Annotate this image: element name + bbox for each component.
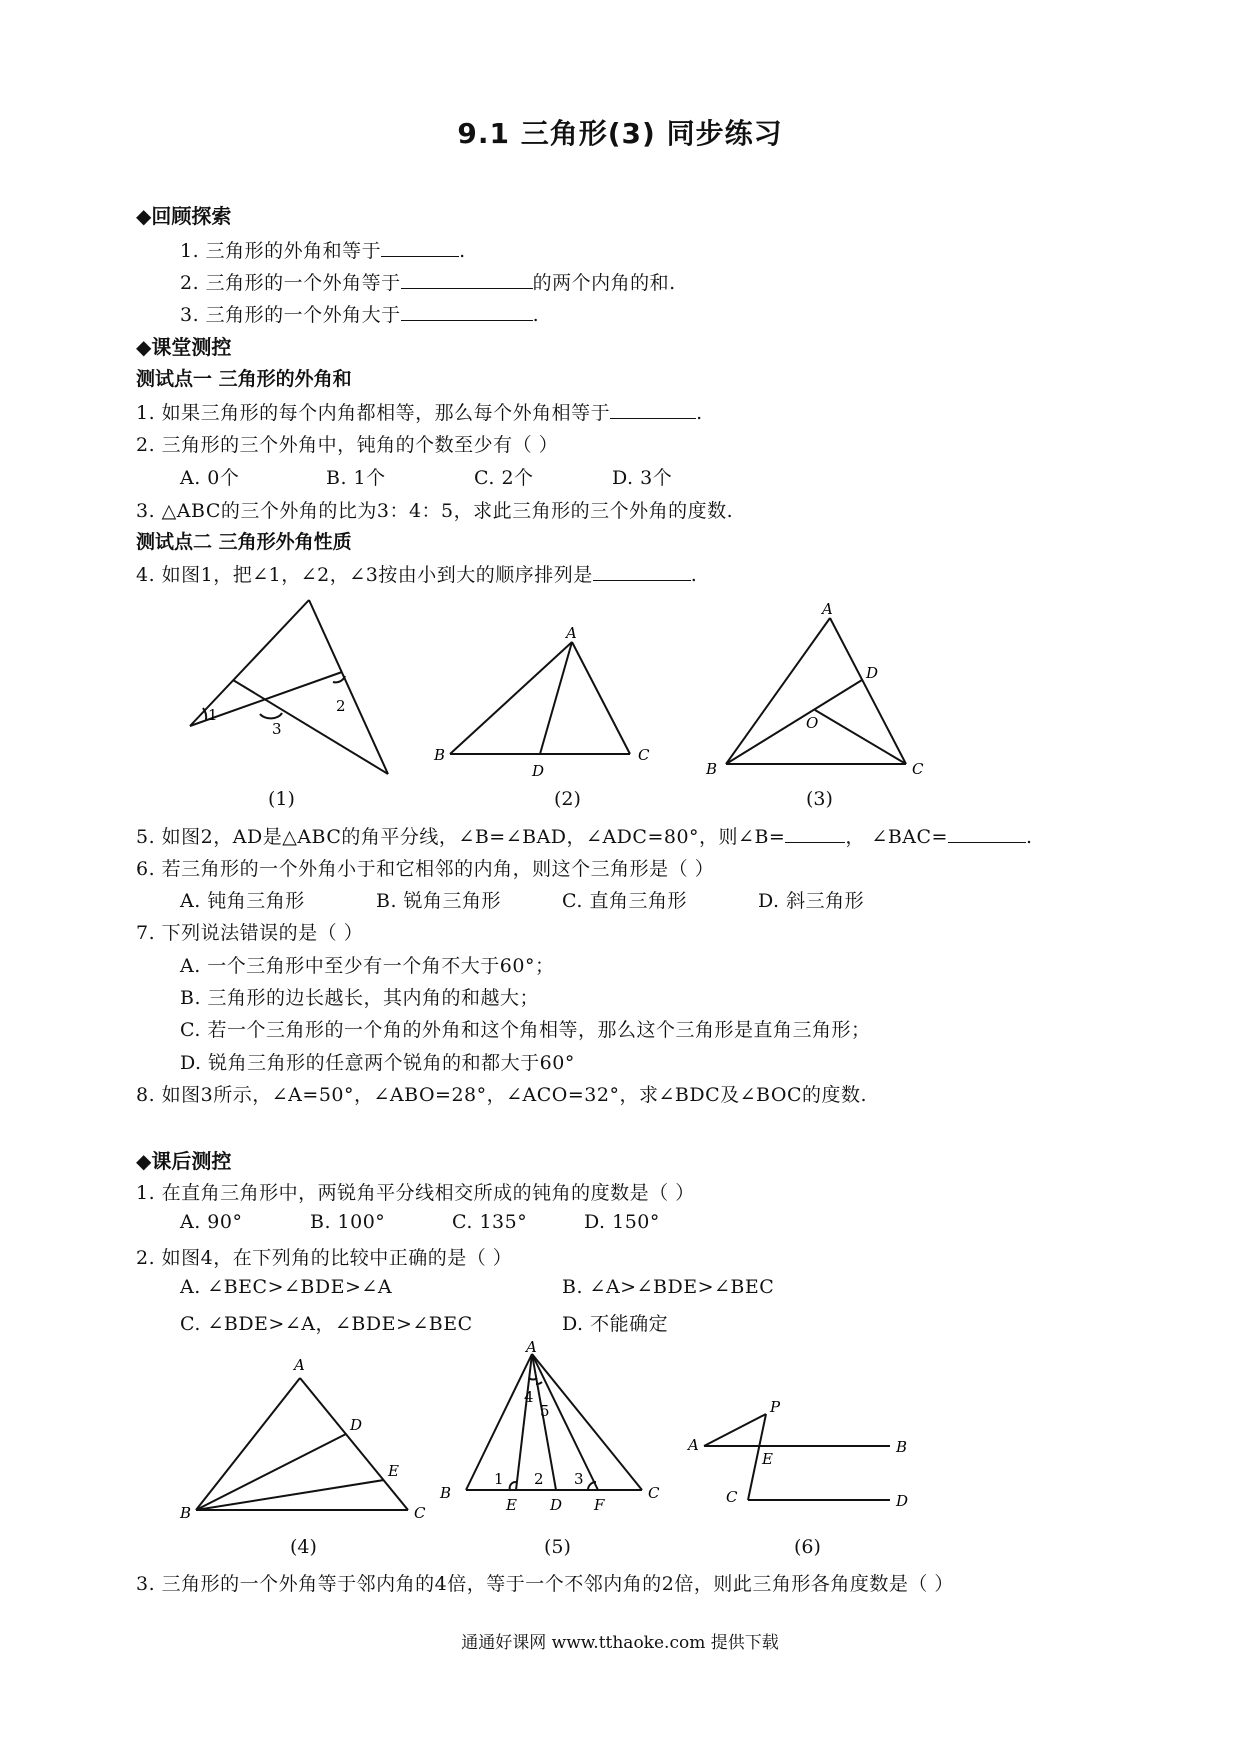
classroom-q5: 5. 如图2，AD是△ABC的角平分线，∠B=∠BAD，∠ADC=80°，则∠B= ， ∠BAC= . bbox=[136, 826, 1033, 848]
figure-3 bbox=[690, 598, 930, 782]
fig1-label-2: 2 bbox=[336, 697, 346, 715]
fig5-label-1: 1 bbox=[494, 1470, 504, 1488]
classroom-q6: 6. 若三角形的一个外角小于和它相邻的内角，则这个三角形是（ ） bbox=[136, 858, 715, 880]
after-q2-option-a: A. ∠BEC>∠BDE>∠A bbox=[180, 1276, 393, 1298]
fig3-label-a: A bbox=[822, 600, 833, 618]
after-q2-option-b: B. ∠A>∠BDE>∠BEC bbox=[562, 1276, 775, 1298]
fig5-label-d: D bbox=[550, 1496, 563, 1514]
classroom-q6-option-b: B. 锐角三角形 bbox=[376, 890, 502, 912]
figure-2 bbox=[430, 618, 660, 778]
figure-5 bbox=[436, 1338, 672, 1524]
fig6-label-c: C bbox=[726, 1488, 738, 1506]
classroom-q4: 4. 如图1，把∠1，∠2，∠3按由小到大的顺序排列是 . bbox=[136, 564, 698, 586]
fig5-label-3: 3 bbox=[574, 1470, 584, 1488]
classroom-q6-option-a: A. 钝角三角形 bbox=[180, 890, 305, 912]
test-point-2: 测试点二 三角形外角性质 bbox=[136, 531, 352, 553]
fig5-label-4: 4 bbox=[524, 1388, 534, 1406]
classroom-q2-option-b: B. 1个 bbox=[326, 467, 386, 489]
figure-5-caption: (5) bbox=[544, 1536, 571, 1558]
fig5-label-f: F bbox=[594, 1496, 605, 1514]
footer-credit: 通通好课网 www.tthaoke.com 提供下载 bbox=[461, 1633, 779, 1653]
fig5-label-a: A bbox=[526, 1338, 537, 1356]
fig2-label-a: A bbox=[566, 624, 577, 642]
classroom-q1: 1. 如果三角形的每个内角都相等，那么每个外角相等于 . bbox=[136, 402, 703, 424]
fig3-label-c: C bbox=[912, 760, 924, 778]
after-q2-option-d: D. 不能确定 bbox=[562, 1313, 669, 1335]
fig3-label-d: D bbox=[866, 664, 879, 682]
fig5-label-5: 5 bbox=[540, 1402, 550, 1420]
fig6-label-b: B bbox=[896, 1438, 908, 1456]
after-q1-option-d: D. 150° bbox=[584, 1211, 660, 1233]
fig6-label-a: A bbox=[688, 1436, 699, 1454]
fig3-label-o: O bbox=[806, 714, 819, 732]
classroom-q7-option-a: A. 一个三角形中至少有一个角不大于60°； bbox=[180, 955, 555, 977]
figure-2-caption: (2) bbox=[554, 788, 581, 810]
figure-4 bbox=[176, 1348, 436, 1524]
classroom-q2-option-c: C. 2个 bbox=[474, 467, 534, 489]
fig3-label-b: B bbox=[706, 760, 718, 778]
fig4-label-c: C bbox=[414, 1504, 426, 1522]
fig4-label-a: A bbox=[294, 1356, 305, 1374]
fig4-label-d: D bbox=[350, 1416, 363, 1434]
section-classroom-heading: ◆课堂测控 bbox=[136, 335, 232, 359]
test-point-1: 测试点一 三角形的外角和 bbox=[136, 368, 352, 390]
fig2-label-c: C bbox=[638, 746, 650, 764]
figure-3-caption: (3) bbox=[806, 788, 833, 810]
classroom-q7: 7. 下列说法错误的是（ ） bbox=[136, 922, 364, 944]
after-q1-option-a: A. 90° bbox=[180, 1211, 243, 1233]
fig1-label-1: 1 bbox=[208, 706, 218, 724]
classroom-q7-option-d: D. 锐角三角形的任意两个锐角的和都大于60° bbox=[180, 1052, 575, 1074]
section-after-heading: ◆课后测控 bbox=[136, 1149, 232, 1173]
after-q2: 2. 如图4，在下列角的比较中正确的是（ ） bbox=[136, 1247, 513, 1269]
classroom-q8: 8. 如图3所示，∠A=50°，∠ABO=28°，∠ACO=32°，求∠BDC及∠BOC的度数. bbox=[136, 1084, 868, 1106]
classroom-q7-option-b: B. 三角形的边长越长，其内角的和越大； bbox=[180, 987, 540, 1009]
after-q2-option-c: C. ∠BDE>∠A，∠BDE>∠BEC bbox=[180, 1313, 473, 1335]
after-q3: 3. 三角形的一个外角等于邻内角的4倍，等于一个不邻内角的2倍，则此三角形各角度数是（ ） bbox=[136, 1573, 954, 1595]
fig6-label-p: P bbox=[770, 1398, 781, 1416]
fig2-label-d: D bbox=[532, 762, 545, 778]
fig5-label-e: E bbox=[506, 1496, 517, 1514]
fig5-label-c: C bbox=[648, 1484, 660, 1502]
figure-1-caption: (1) bbox=[268, 788, 295, 810]
classroom-q7-option-c: C. 若一个三角形的一个角的外角和这个角相等，那么这个三角形是直角三角形； bbox=[180, 1019, 871, 1041]
figure-6 bbox=[682, 1384, 926, 1516]
fig4-label-b: B bbox=[180, 1504, 192, 1522]
after-q1-option-c: C. 135° bbox=[452, 1211, 528, 1233]
fig6-label-d: D bbox=[896, 1492, 909, 1510]
fig5-label-b: B bbox=[440, 1484, 452, 1502]
fig2-label-b: B bbox=[434, 746, 446, 764]
fig6-label-e: E bbox=[762, 1450, 773, 1468]
fig1-label-3: 3 bbox=[272, 720, 282, 738]
page-title: 9.1 三角形(3) 同步练习 bbox=[457, 117, 783, 150]
classroom-q6-option-c: C. 直角三角形 bbox=[562, 890, 687, 912]
classroom-q3: 3. △ABC的三个外角的比为3：4：5，求此三角形的三个外角的度数. bbox=[136, 500, 734, 522]
section-review-heading: ◆回顾探索 bbox=[136, 204, 232, 228]
review-q2: 2. 三角形的一个外角等于 的两个内角的和. bbox=[180, 272, 676, 294]
review-q1: 1. 三角形的外角和等于 . bbox=[180, 240, 466, 262]
fig4-label-e: E bbox=[388, 1462, 399, 1480]
figure-4-caption: (4) bbox=[290, 1536, 317, 1558]
classroom-q2: 2. 三角形的三个外角中，钝角的个数至少有（ ） bbox=[136, 434, 559, 456]
figure-1 bbox=[178, 590, 398, 778]
classroom-q2-option-d: D. 3个 bbox=[612, 467, 673, 489]
classroom-q2-option-a: A. 0个 bbox=[180, 467, 240, 489]
classroom-q6-option-d: D. 斜三角形 bbox=[758, 890, 865, 912]
after-q1: 1. 在直角三角形中，两锐角平分线相交所成的钝角的度数是（ ） bbox=[136, 1182, 695, 1204]
after-q1-option-b: B. 100° bbox=[310, 1211, 386, 1233]
review-q3: 3. 三角形的一个外角大于 . bbox=[180, 304, 540, 326]
figure-6-caption: (6) bbox=[794, 1536, 821, 1558]
fig5-label-2: 2 bbox=[534, 1470, 544, 1488]
